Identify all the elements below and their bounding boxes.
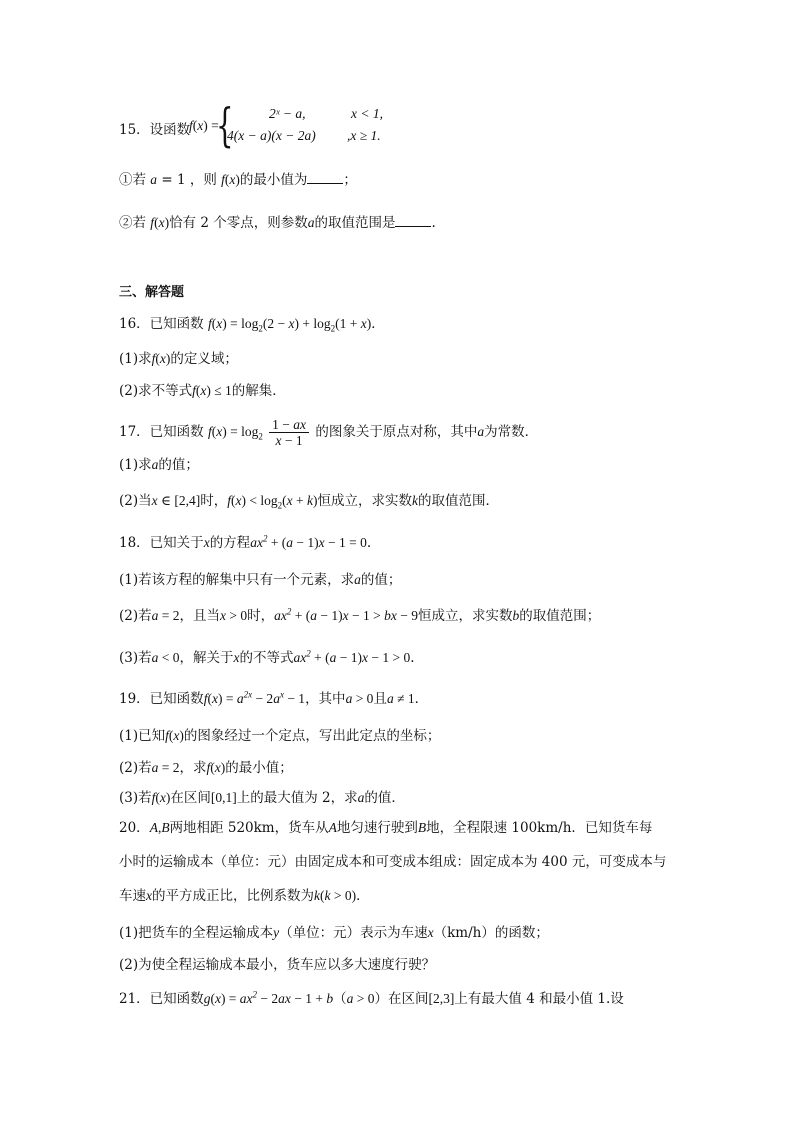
section-heading: 三、解答题 — [119, 285, 185, 300]
fraction: $\frac{1 - ax}{x - 1}$ — [269, 417, 309, 448]
question-16-part1: (1)求f(x)的定义域； — [119, 351, 238, 367]
question-20-line2: 小时的运输成本（单位：元）由固定成本和可变成本组成：固定成本为 400 元，可变成本与 — [119, 854, 667, 870]
q15-piece2: 4(x − a)(x − 2a) — [227, 128, 316, 143]
q15-brace: { — [216, 98, 234, 152]
q15-cond2: ,x ≥ 1. — [347, 128, 381, 143]
q15-part1: ①若 a = 1 ，则 f(x)的最小值为 ； — [119, 172, 357, 188]
question-18-part2: (2)若a = 2，且当x > 0时，$ax^2 + (a - 1)x - 1$ > bx − 9恒成立，求实数b的取值范围； — [119, 606, 601, 624]
question-19-stem: 19．已知函数$f(x) = a^{2x} - 2a^x - 1$，其中a > 0且a ≠ 1． — [119, 689, 429, 707]
question-20-line1: 20．A,B两地相距 520km，货车从A地匀速行驶到B地，全程限速 100km/h．已知货车每 — [119, 820, 653, 836]
question-17-part1: (1)求a的值； — [119, 457, 199, 473]
question-18-part3: (3)若a < 0，解关于x的不等式$ax^2 + (a - 1)x - 1 > 0$. — [119, 648, 415, 666]
question-19-part2: (2)若a = 2，求f(x)的最小值； — [119, 760, 293, 776]
answer-blank — [307, 171, 343, 184]
question-19-part3: (3)若f(x)在区间[0,1]上的最大值为 2，求a的值． — [119, 790, 405, 806]
q15-cond1: x < 1, — [351, 106, 383, 121]
question-20-line3: 车速x的平方成正比，比例系数为k(k > 0)． — [119, 888, 370, 904]
question-18-part1: (1)若该方程的解集中只有一个元素，求a的值； — [119, 572, 402, 588]
q15-func: f(x) = — [189, 118, 219, 133]
question-17-part2: (2)当x ∈ [2,4]时，$f(x) < \log_2(x + k)$恒成立，求实数k的取值范围． — [119, 493, 499, 511]
question-20-part1: (1)把货车的全程运输成本y（单位：元）表示为车速x（km/h）的函数； — [119, 925, 549, 941]
question-15-stem — [119, 98, 419, 152]
q15-part2: ②若 f(x)恰有 2 个零点，则参数a的取值范围是 . — [119, 215, 436, 231]
answer-blank — [395, 214, 431, 227]
question-20-part2: (2)为使全程运输成本最小，货车应以多大速度行驶？ — [119, 957, 436, 973]
question-19-part1: (1)已知f(x)的图象经过一个定点，写出此定点的坐标； — [119, 728, 441, 744]
question-16-part2: (2)求不等式f(x) ≤ 1的解集． — [119, 383, 286, 399]
question-18-stem: 18．已知关于x的方程$ax^2 + (a - 1)x - 1 = 0$. — [119, 533, 372, 551]
q15-piece1: 2ˣ − a, — [269, 106, 306, 121]
q15-label: 15．设函数 — [119, 122, 191, 138]
question-21-stem: 21．已知函数$g(x) = ax^2 - 2ax - 1 + b(a > 0)$在区间[2,3]上有最大值 4 和最小值 1.设 — [119, 989, 624, 1007]
question-17-stem: 17．已知函数 $f(x) = \log_2$ $\frac{1 - ax}{x - 1}$ 的图象关于原点对称，其中a为常数． — [119, 417, 539, 448]
question-16-stem: 16．已知函数 $f(x) = \log_2(2 - x) + \log_2(1 + x)$． — [119, 316, 385, 334]
